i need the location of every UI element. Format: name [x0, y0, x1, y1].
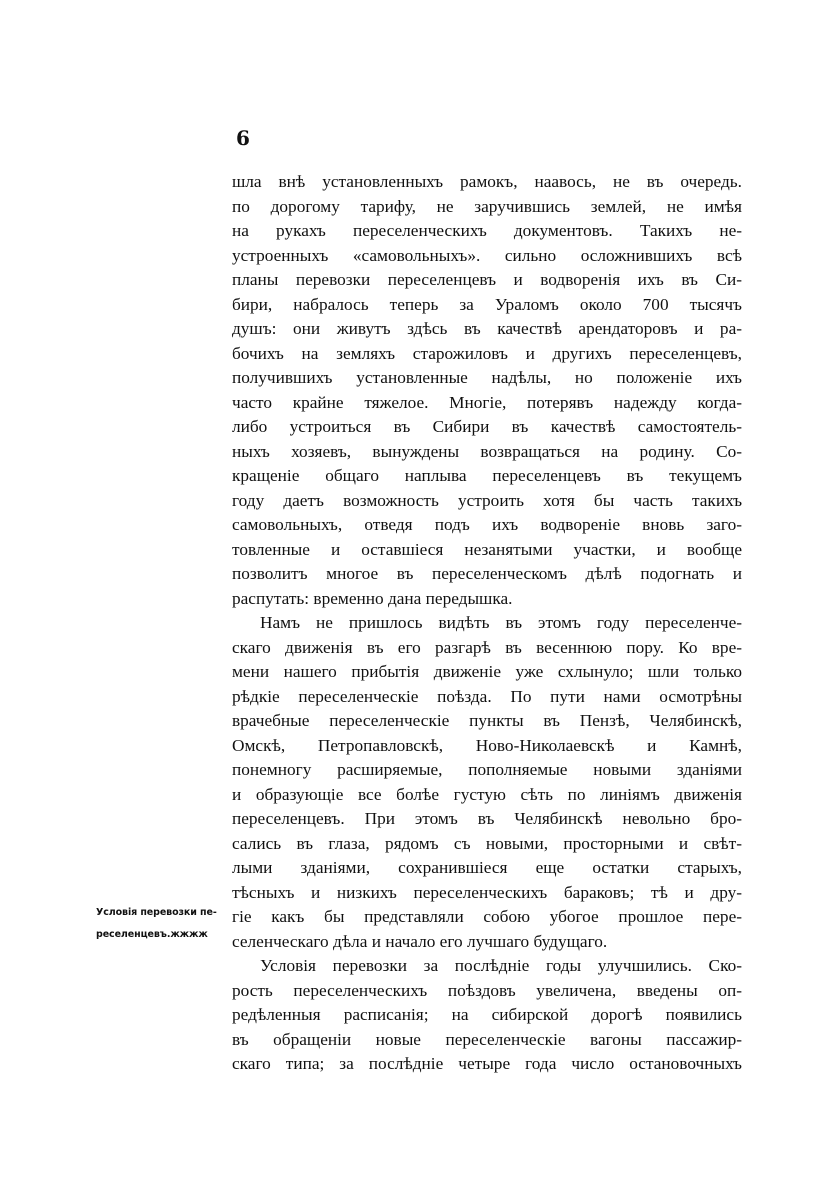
text-line: Намъ не пришлось видѣть въ этомъ году переселенче- — [260, 613, 742, 632]
text-line: на рукахъ переселенческихъ документовъ. Такихъ не- — [232, 221, 742, 240]
margin-note — [96, 902, 228, 946]
text-line: въ обращеніи новые переселенческіе вагоны пассажир- — [232, 1029, 742, 1049]
margin-note-line: реселенцевъ.жжжж — [96, 929, 208, 940]
text-line: врачебные переселенческіе пункты въ Пензѣ, Челябинскѣ, — [232, 711, 742, 730]
text-line: душъ: они живутъ здѣсь въ качествѣ арендаторовъ и ра- — [232, 319, 742, 338]
paragraph — [232, 611, 742, 954]
text-line: Условія перевозки за послѣдніе годы улучшились. Ско- — [260, 956, 742, 975]
text-line: самовольныхъ, отведя подъ ихъ водвореніе вновь заго- — [232, 515, 742, 534]
text-line: селенческаго дѣла и начало его лучшаго будущаго. — [232, 931, 608, 951]
text-line: планы перевозки переселенцевъ и водворенія ихъ въ Си- — [232, 270, 742, 289]
text-line: распутать: временно дана передышка. — [232, 588, 513, 608]
text-line: либо устроиться въ Сибири въ качествѣ самостоятель- — [232, 417, 742, 436]
text-line: гіе какъ бы представляли собою убогое прошлое пере- — [232, 907, 742, 926]
text-line: товленные и оставшіеся незанятыми участки, и вообще — [232, 539, 742, 559]
text-line: скаго типа; за послѣдніе четыре года число остановочныхъ — [232, 1054, 742, 1073]
margin-note-line: Условія перевозки пе- — [96, 907, 217, 918]
text-line: устроенныхъ «самовольныхъ». сильно осложнившихъ всѣ — [232, 245, 742, 265]
text-line: получившихъ установленные надѣлы, но положеніе ихъ — [232, 368, 742, 387]
text-line: Омскѣ, Петропавловскѣ, Ново-Николаевскѣ и Камнѣ, — [232, 735, 742, 755]
text-line: ныхъ хозяевъ, вынуждены возвращаться на родину. Со- — [232, 441, 742, 461]
page-number: 6 — [236, 126, 250, 150]
text-line: редѣленныя расписанія; на сибирской дорогѣ появились — [232, 1005, 742, 1024]
text-line: позволитъ многое въ переселенческомъ дѣлѣ подогнать и — [232, 564, 742, 583]
text-line: понемногу расширяемые, пополняемые новыми зданіями — [232, 760, 742, 779]
text-line: рость переселенческихъ поѣздовъ увеличена, введены оп- — [232, 980, 742, 1000]
paragraph — [232, 954, 742, 1077]
text-line: часто крайне тяжелое. Многіе, потерявъ надежду когда- — [232, 392, 742, 412]
text-line: и образующіе все болѣе густую сѣть по линіямъ движенія — [232, 784, 742, 804]
text-line: сались въ глаза, рядомъ съ новыми, просторными и свѣт- — [232, 833, 742, 853]
text-line: бири, набралось теперь за Ураломъ около 700 тысячъ — [232, 294, 742, 314]
text-line: кращеніе общаго наплыва переселенцевъ въ текущемъ — [232, 466, 742, 485]
text-line: по дорогому тарифу, не заручившись землей, не имѣя — [232, 196, 742, 216]
body-text — [232, 170, 742, 1077]
text-line: рѣдкіе переселенческіе поѣзда. По пути нами осмотрѣны — [232, 686, 742, 706]
text-line: году даетъ возможность устроить хотя бы часть такихъ — [232, 490, 742, 510]
text-line: шла внѣ установленныхъ рамокъ, наавось, не въ очередь. — [232, 172, 742, 191]
text-line: лыми зданіями, сохранившіеся еще остатки старыхъ, — [232, 858, 742, 877]
text-line: скаго движенія въ его разгарѣ въ весеннюю пору. Ко вре- — [232, 637, 742, 657]
text-line: бочихъ на земляхъ старожиловъ и другихъ переселенцевъ, — [232, 343, 742, 363]
text-line: мени нашего прибытія движеніе уже схлынуло; шли только — [232, 662, 742, 681]
text-line: переселенцевъ. При этомъ въ Челябинскѣ невольно бро- — [232, 809, 742, 828]
text-line: тѣсныхъ и низкихъ переселенческихъ бараковъ; тѣ и дру- — [232, 882, 742, 902]
paragraph — [232, 170, 742, 611]
